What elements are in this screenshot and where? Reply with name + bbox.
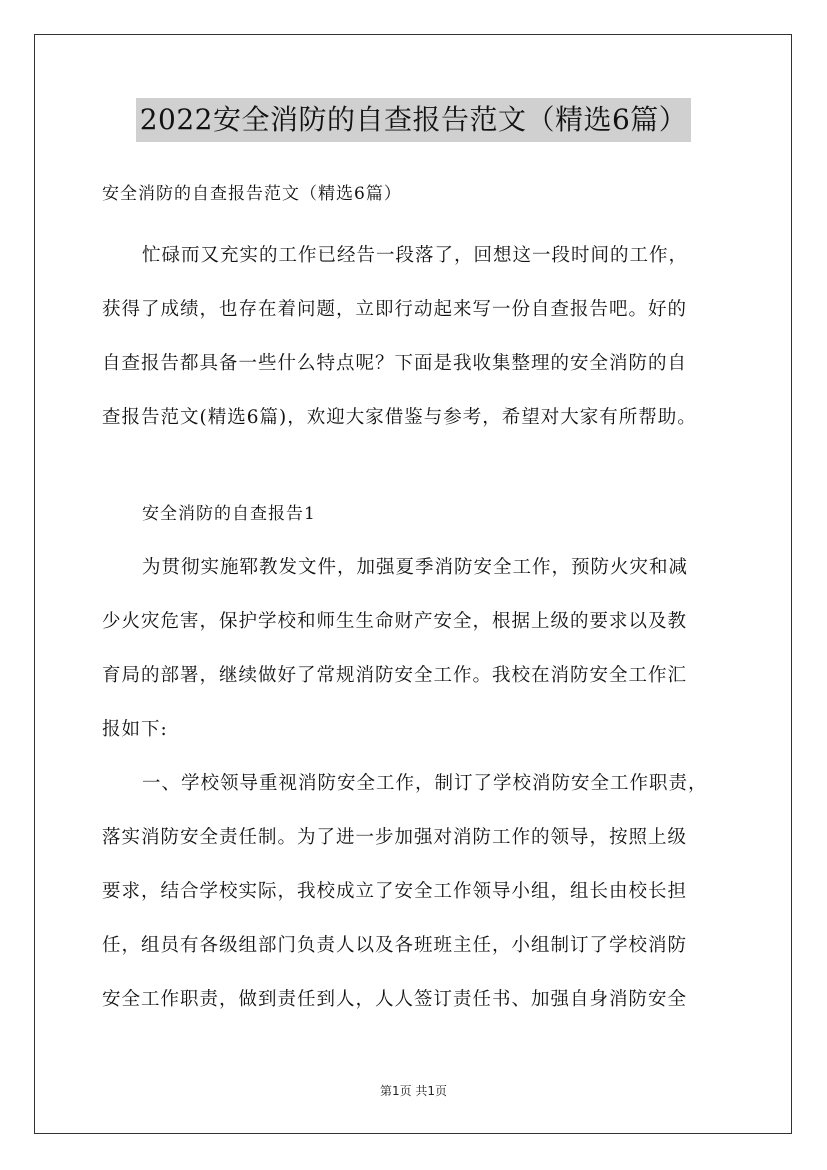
intro-paragraph: 忙碌而又充实的工作已经告一段落了，回想这一段时间的工作， 获得了成绩，也存在着问题，立即行动起来写一份自查报告吧。好的 自查报告都具备一些什么特点呢？下面是我收集整理的安全消防的自 查报告范文(精选6篇)，欢迎大家借鉴与参考，希望对大家有所帮助。 [102, 245, 697, 428]
document-body [102, 175, 742, 1027]
body-paragraph-1: 为贯彻实施郓教发文件，加强夏季消防安全工作，预防火灾和减 少火灾危害，保护学校和师生生命财产安全，根据上级的要求以及教 育局的部署，继续做好了常规消防安全工作。我校在消防安全工作汇 报如下: [102, 557, 689, 740]
title-container [0, 98, 827, 142]
page-footer: 第1页 共1页 [379, 1084, 448, 1098]
section-heading: 安全消防的自查报告1 [142, 504, 316, 524]
body-paragraph-2: 一、学校领导重视消防安全工作，制订了学校消防安全工作职责， 落实消防安全责任制。为了进一步加强对消防工作的领导，按照上级 要求，结合学校实际，我校成立了安全工作领导小组，组长由校长担 任，组员有各级组部门负责人以及各班班主任，小组制订了学校消防 安全工作职责，做到责任到人，人人签订责任书、加强自身消防安全 [102, 773, 708, 1010]
document-subtitle: 安全消防的自查报告范文（精选6篇） [102, 184, 402, 204]
document-title: 2022安全消防的自查报告范文（精选6篇） [136, 98, 692, 142]
